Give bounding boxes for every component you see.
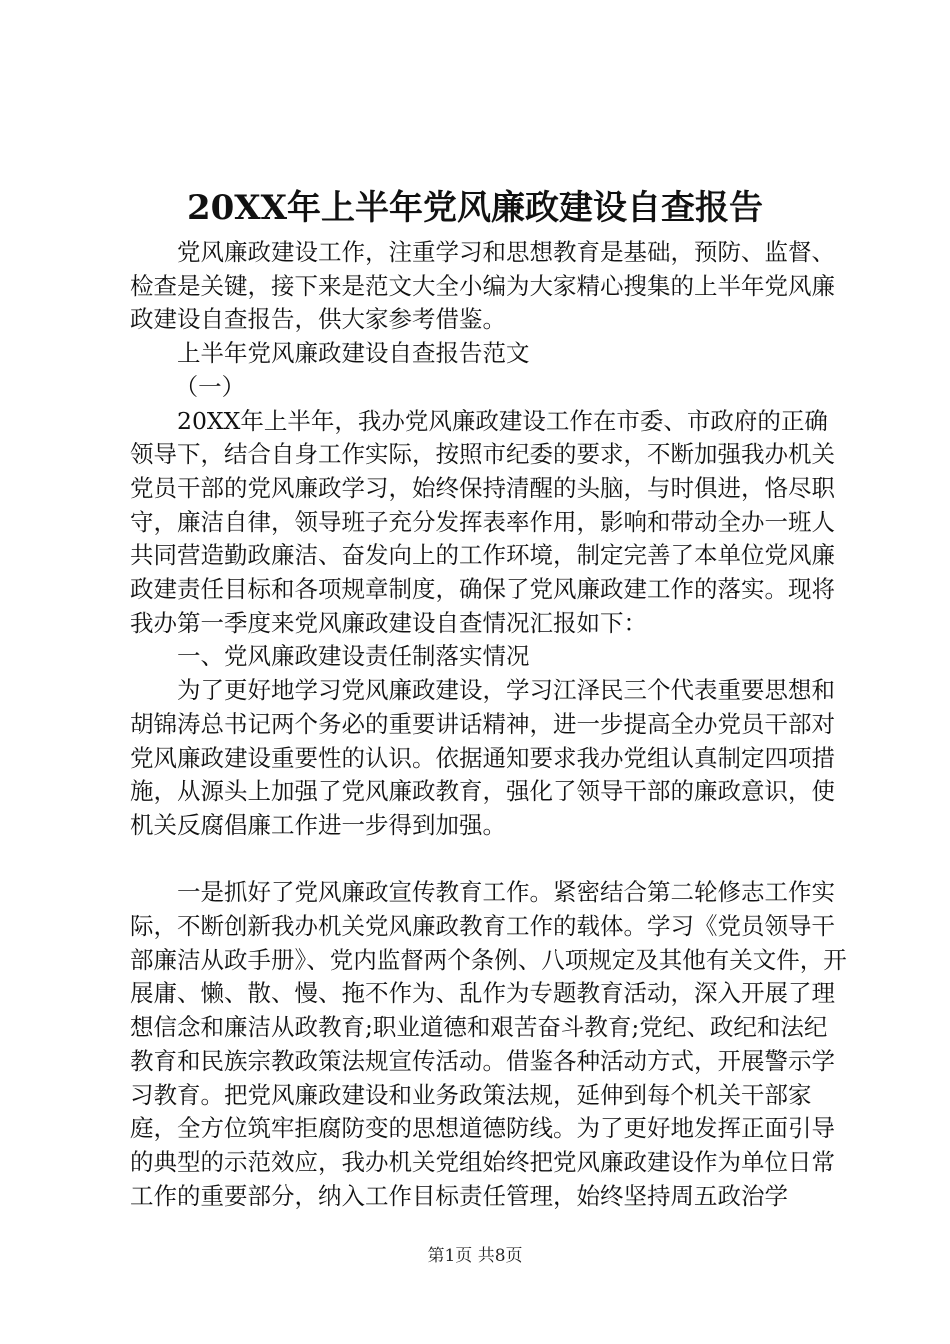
document-body (130, 236, 850, 1213)
body-paragraph: 一是抓好了党风廉政宣传教育工作。紧密结合第二轮修志工作实际，不断创新我办机关党风廉政教育工作的载体。学习《党员领导干部廉洁从政手册》、党内监督两个条例、八项规定及其他有关文件，开展庸、懒、散、慢、拖不作为、乱作为专题教育活动，深入开展了理想信念和廉洁从政教育;职业道德和艰苦奋斗教育;党纪、政纪和法纪教育和民族宗教政策法规宣传活动。借鉴各种活动方式，开展警示学习教育。把党风廉政建设和业务政策法规，延伸到每个机关干部家庭，全方位筑牢拒腐防变的思想道德防线。为了更好地发挥正面引导的典型的示范效应，我办机关党组始终把党风廉政建设作为单位日常工作的重要部分，纳入工作目标责任管理，始终坚持周五政治学 (130, 878, 847, 1210)
body-paragraph: 为了更好地学习党风廉政建设，学习江泽民三个代表重要思想和胡锦涛总书记两个务必的重要讲话精神，进一步提高全办党员干部对党风廉政建设重要性的认识。依据通知要求我办党组认真制定四项措施，从源头上加强了党风廉政教育，强化了领导干部的廉政意识，使机关反腐倡廉工作进一步得到加强。 (130, 676, 835, 839)
subsection-heading: 一、党风廉政建设责任制落实情况 (177, 642, 530, 671)
paragraph-gap (130, 843, 850, 877)
intro-paragraph: 党风廉政建设工作，注重学习和思想教育是基础，预防、监督、检查是关键，接下来是范文大全小编为大家精心搜集的上半年党风廉政建设自查报告，供大家参考借鉴。 (130, 238, 835, 334)
section-heading: 上半年党风廉政建设自查报告范文 (177, 339, 530, 368)
body-paragraph: 20XX年上半年，我办党风廉政建设工作在市委、市政府的正确领导下，结合自身工作实际，按照市纪委的要求，不断加强我办机关党员干部的党风廉政学习，始终保持清醒的头脑，与时俱进，恪尽职守，廉洁自律，领导班子充分发挥表率作用，影响和带动全办一班人共同营造勤政廉洁、奋发向上的工作环境，制定完善了本单位党风廉政建责任目标和各项规章制度，确保了党风廉政建工作的落实。现将我办第一季度来党风廉政建设自查情况汇报如下： (130, 406, 835, 637)
part-marker: （一） (174, 372, 246, 401)
page-footer: 第1页 共8页 (427, 1246, 523, 1266)
document-title: 20XX年上半年党风廉政建设自查报告 (186, 188, 764, 228)
